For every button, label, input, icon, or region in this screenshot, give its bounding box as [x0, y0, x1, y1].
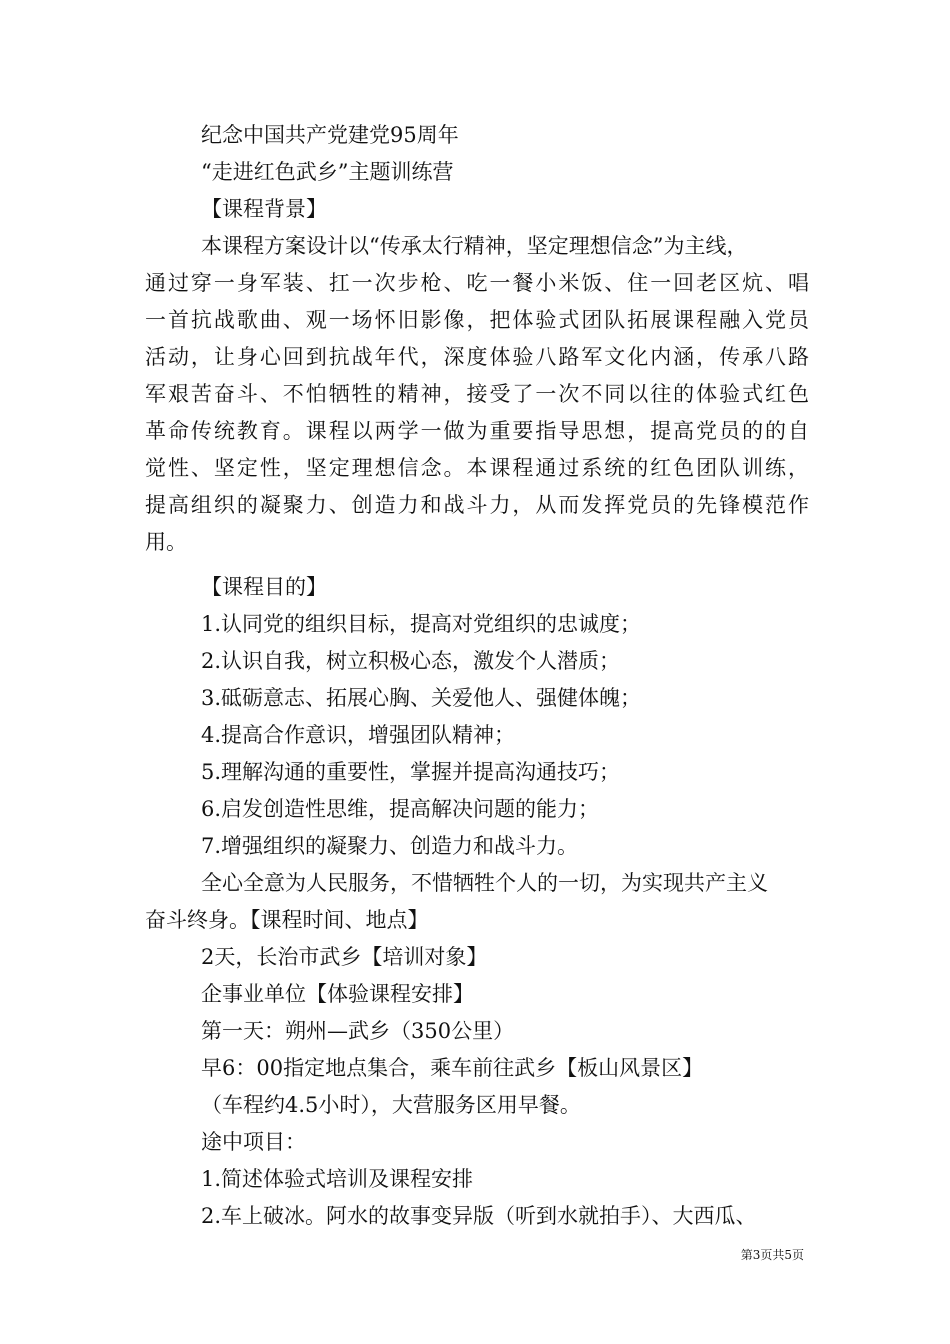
- paragraph-line: 本课程方案设计以“传承太行精神，坚定理想信念”为主线，: [201, 234, 748, 258]
- drive-line: （车程约4.5小时），大营服务区用早餐。: [201, 1093, 581, 1117]
- day-one-heading: 第一天：朔州—武乡（350公里）: [201, 1019, 515, 1043]
- serve-paragraph-line2: 奋斗终身。【课程时间、地点】: [145, 908, 429, 932]
- document-title-line2: “走进红色武乡”主题训练营: [201, 160, 454, 184]
- page-number: 第3页共5页: [740, 1248, 804, 1262]
- serve-paragraph-line1: 全心全意为人民服务，不惜牺牲个人的一切，为实现共产主义: [201, 871, 768, 895]
- document-body: [145, 117, 809, 1235]
- list-item: 1.认同党的组织目标，提高对党组织的忠诚度；: [201, 612, 642, 636]
- paragraph-line: 觉性、坚定性，坚定理想信念。本课程通过系统的红色团队训练，: [145, 456, 809, 480]
- list-item: 7.增强组织的凝聚力、创造力和战斗力。: [201, 834, 579, 858]
- list-item: 6.启发创造性思维，提高解决问题的能力；: [201, 797, 600, 821]
- paragraph-line: 活动，让身心回到抗战年代，深度体验八路军文化内涵，传承八路: [145, 345, 809, 369]
- list-item: 3.砥砺意志、拓展心胸、关爱他人、强健体魄；: [201, 686, 642, 710]
- document-title-line1: 纪念中国共产党建党95周年: [201, 123, 459, 147]
- paragraph-line: 用。: [145, 530, 187, 554]
- en-route-heading: 途中项目：: [201, 1130, 306, 1154]
- paragraph-line: 军艰苦奋斗、不怕牺牲的精神，接受了一次不同以往的体验式红色: [145, 382, 809, 406]
- list-item: 2.认识自我，树立积极心态，激发个人潜质；: [201, 649, 621, 673]
- audience-line: 企事业单位【体验课程安排】: [201, 982, 474, 1006]
- list-item: 4.提高合作意识，增强团队精神；: [201, 723, 516, 747]
- background-paragraph: [145, 228, 809, 561]
- paragraph-line: 一首抗战歌曲、观一场怀旧影像，把体验式团队拓展课程融入党员: [145, 308, 809, 332]
- section-heading-background: 【课程背景】: [201, 197, 327, 221]
- list-item: 1.简述体验式培训及课程安排: [201, 1167, 474, 1191]
- list-item: 5.理解沟通的重要性，掌握并提高沟通技巧；: [201, 760, 621, 784]
- list-item: 2.车上破冰。阿水的故事变异版（听到水就拍手）、大西瓜、: [201, 1204, 757, 1228]
- time-place-line: 2天，长治市武乡【培训对象】: [201, 945, 488, 969]
- paragraph-line: 革命传统教育。课程以两学一做为重要指导思想，提高党员的的自: [145, 419, 809, 443]
- departure-line: 早6：00指定地点集合，乘车前往武乡【板山风景区】: [201, 1056, 704, 1080]
- goals-list: [145, 606, 809, 865]
- section-heading-goals: 【课程目的】: [201, 575, 327, 599]
- paragraph-line: 通过穿一身军装、扛一次步枪、吃一餐小米饭、住一回老区炕、唱: [145, 271, 809, 295]
- paragraph-line: 提高组织的凝聚力、创造力和战斗力，从而发挥党员的先锋模范作: [145, 493, 809, 517]
